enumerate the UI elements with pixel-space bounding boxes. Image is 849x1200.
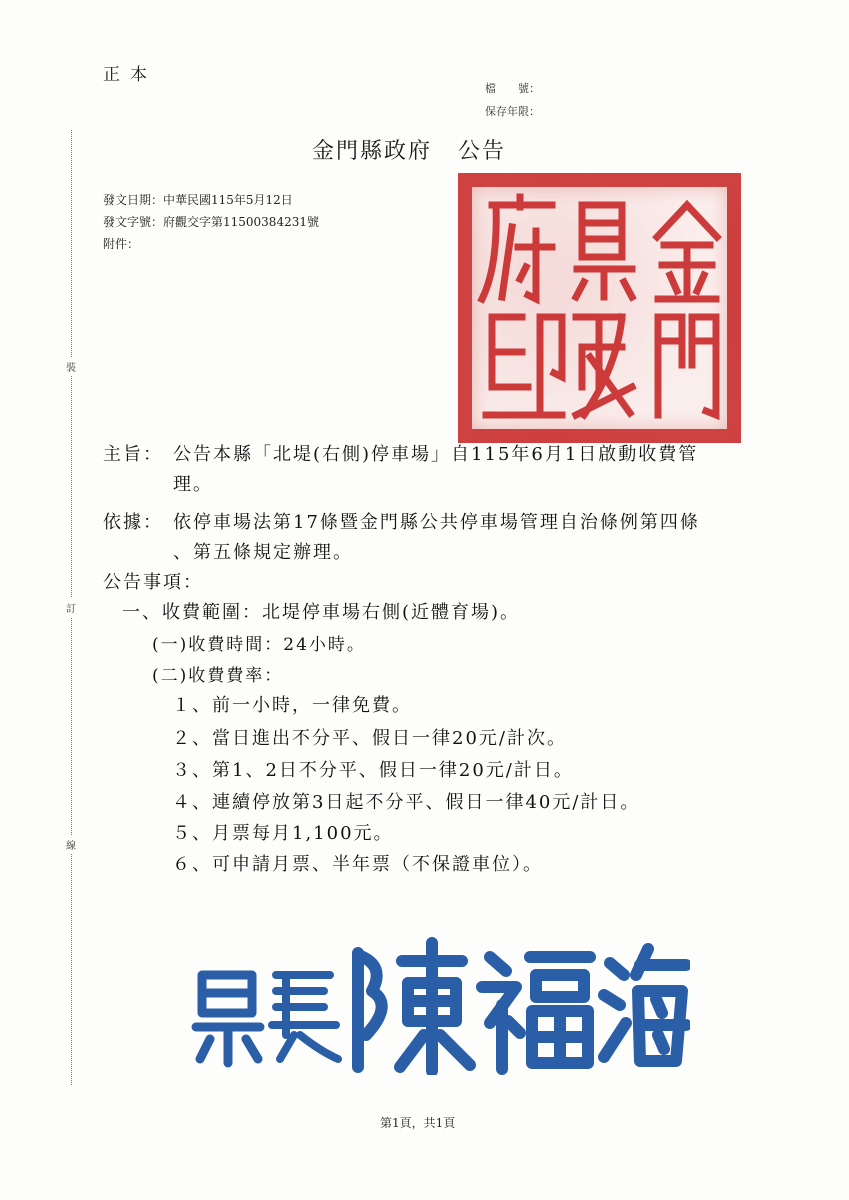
- copy-label: 正本: [103, 65, 157, 85]
- rate-item-1: １、前一小時，一律免費。: [172, 695, 412, 716]
- retention-period: 保存年限：: [485, 105, 540, 118]
- magistrate-signature: [190, 935, 690, 1075]
- subject-line-2: 理。: [173, 474, 213, 495]
- basis-label: 依據：: [103, 512, 163, 533]
- signature-stamp-icon: [190, 935, 690, 1075]
- rate-item-6: ６、可申請月票、半年票（不保證車位）。: [172, 854, 543, 875]
- agency-name: 金門縣政府: [312, 139, 433, 164]
- subject-label: 主旨：: [103, 444, 163, 465]
- basis-line-2: 、第五條規定辦理。: [173, 542, 353, 563]
- document-title: [312, 134, 506, 165]
- issue-date: 發文日期：中華民國115年5月12日: [103, 193, 293, 207]
- binding-mark-zhuang: 裝: [66, 357, 76, 376]
- binding-mark-ding: 訂: [66, 598, 76, 617]
- attachments: 附件：: [103, 237, 140, 251]
- subject-line-1: 公告本縣「北堤(右側)停車場」自115年6月1日啟動收費管: [173, 444, 699, 465]
- rate-item-2: ２、當日進出不分平、假日一律20元/計次。: [172, 728, 567, 749]
- official-seal: [458, 173, 741, 443]
- page-number: 第1頁，共1頁: [380, 1116, 456, 1130]
- document-number: 發文字號：府觀交字第11500384231號: [103, 215, 319, 229]
- document-type: 公告: [458, 139, 507, 164]
- binding-mark-xian: 線: [66, 835, 76, 854]
- items-label: 公告事項：: [103, 572, 203, 593]
- sub-item-hours: (一)收費時間：24小時。: [152, 635, 366, 655]
- basis-line-1: 依停車場法第17條暨金門縣公共停車場管理自治條例第四條: [173, 512, 700, 533]
- item-1-scope: 一、收費範圍：北堤停車場右側(近體育場)。: [122, 602, 521, 623]
- rate-item-5: ５、月票每月1,100元。: [172, 823, 394, 844]
- rate-item-4: ４、連續停放第3日起不分平、假日一律40元/計日。: [172, 792, 641, 813]
- rate-item-3: ３、第1、2日不分平、假日一律20元/計日。: [172, 760, 574, 781]
- sub-item-rates: (二)收費費率：: [152, 666, 284, 686]
- file-number: 檔 號：: [485, 82, 540, 95]
- seal-glyphs-icon: [472, 187, 727, 429]
